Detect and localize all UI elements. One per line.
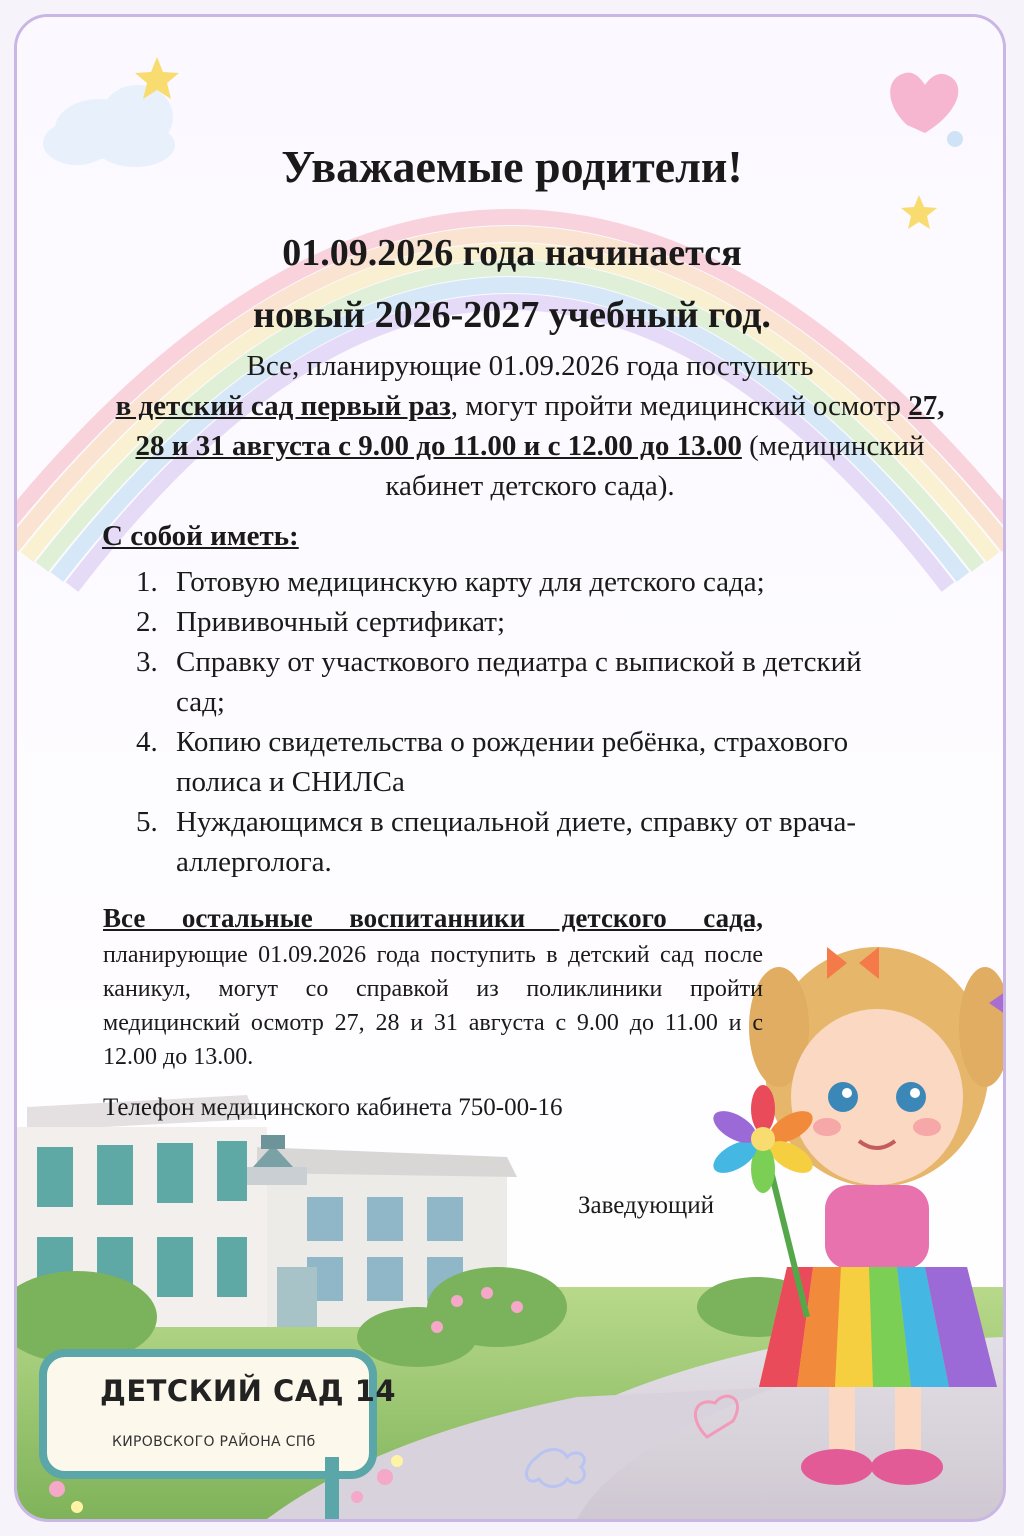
intro-text-3: (медицинский кабинет детского сада). <box>385 430 925 502</box>
page-title: Уважаемые родители! <box>281 141 743 192</box>
subtitle-line-1: 01.09.2026 года начинается <box>282 232 742 274</box>
signature: Заведующий <box>578 1192 714 1219</box>
sign-title: ДЕТСКИЙ САД 14 <box>100 1374 397 1408</box>
bring-heading: С собой иметь: <box>102 520 299 552</box>
others-lead: Все остальные воспитанники детского сада, <box>103 903 763 933</box>
others-text: планирующие 01.09.2026 года поступить в детский сад после каникул, могут со справкой из поликлиники пройти медицинский осмотр 27, 28 и 31 августа с 9.00 до 11.00 и с 12.00 до 13.00. <box>103 942 763 1070</box>
list-item-number: 1. <box>136 566 158 598</box>
list-item-text: Справку от участкового педиатра с выпиской в детский сад; <box>176 646 862 718</box>
list-item-number: 4. <box>136 726 158 758</box>
phone-line: Телефон медицинского кабинета 750-00-16 <box>103 1094 563 1121</box>
list-item-number: 2. <box>136 606 158 638</box>
list-item <box>136 602 896 642</box>
sign-subtitle: КИРОВСКОГО РАЙОНА СПб <box>112 1434 316 1450</box>
intro-emphasis-first-time: в детский сад первый раз <box>115 390 451 422</box>
list-item <box>136 722 896 802</box>
list-item-number: 5. <box>136 806 158 838</box>
list-item-text: Прививочный сертификат; <box>176 606 505 638</box>
intro-text-2: , могут пройти медицинский осмотр <box>450 390 909 422</box>
intro-text-1: Все, планирующие 01.09.2026 года поступить <box>246 350 814 382</box>
bring-list <box>136 562 896 882</box>
list-item-text: Копию свидетельства о рождении ребёнка, страхового полиса и СНИЛСа <box>176 726 849 798</box>
list-item <box>136 802 896 882</box>
list-item-text: Нуждающимся в специальной диете, справку от врача-аллерголога. <box>176 806 857 878</box>
subtitle <box>0 222 1024 346</box>
intro-emphasis-dates: 27, 28 и 31 августа с 9.00 до 11.00 и с 12.00 до 13.00 <box>135 390 945 462</box>
list-item <box>136 562 896 602</box>
list-item-text: Готовую медицинскую карту для детского сада; <box>176 566 765 598</box>
others-paragraph <box>103 898 763 1074</box>
list-item-number: 3. <box>136 646 158 678</box>
list-item <box>136 642 896 722</box>
subtitle-line-2: новый 2026-2027 учебный год. <box>253 294 771 336</box>
intro-paragraph <box>100 346 960 506</box>
